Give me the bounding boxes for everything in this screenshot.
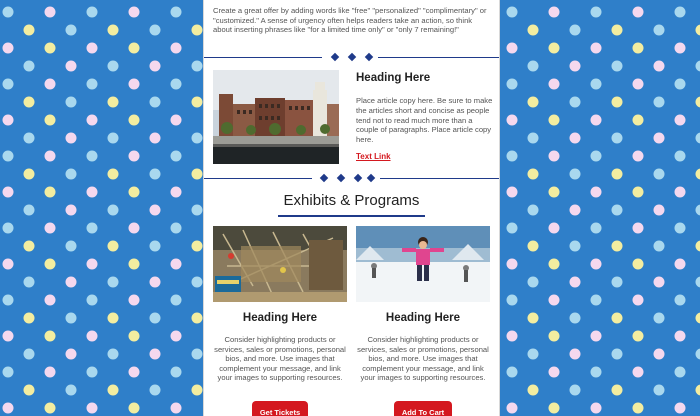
diamond-icon — [365, 53, 373, 61]
diamond-icon — [348, 53, 356, 61]
get-tickets-button[interactable]: Get Tickets — [252, 401, 308, 416]
section-title-underline — [278, 215, 425, 217]
diamond-icon — [337, 174, 345, 182]
diamond-icon — [331, 53, 339, 61]
exhibit-heading-2: Heading Here — [385, 312, 461, 324]
diamond-divider-middle — [204, 174, 499, 184]
diamond-icon — [320, 174, 328, 182]
exhibit-body-2: Consider highlighting products or services, sales or promotions, personal bios, and more. Use images that complement your message, and link your images to supporting resources. — [357, 335, 489, 383]
exhibit-image-child-playing[interactable] — [356, 226, 490, 302]
article-body: Place article copy here. Be sure to make the articles short and concise as people tend not to read much more than a couple of paragraphs. Place article copy here. — [356, 96, 493, 145]
article-text-link[interactable]: Text Link — [356, 152, 391, 161]
diamond-icon — [354, 174, 362, 182]
section-title: Exhibits & Programs — [283, 192, 420, 209]
exhibit-heading-1: Heading Here — [242, 312, 318, 324]
add-to-cart-button[interactable]: Add To Cart — [394, 401, 452, 416]
intro-paragraph: Create a great offer by adding words like "free" "personalized" "complimentary" or "customized." A sense of urgency often helps readers take an action, so think about inserting phrases like "for a limited time only" or "only 7 remaining!" — [213, 6, 487, 35]
email-content-card — [203, 0, 500, 416]
article-image-harbor[interactable] — [213, 70, 339, 164]
exhibit-body-1: Consider highlighting products or services, sales or promotions, personal bios, and more. Use images that complement your message, and link your images to supporting resources. — [214, 335, 346, 383]
diamond-icon — [367, 174, 375, 182]
article-heading: Heading Here — [356, 72, 431, 84]
exhibit-image-climbing[interactable] — [213, 226, 347, 302]
diamond-divider-top — [204, 53, 499, 63]
